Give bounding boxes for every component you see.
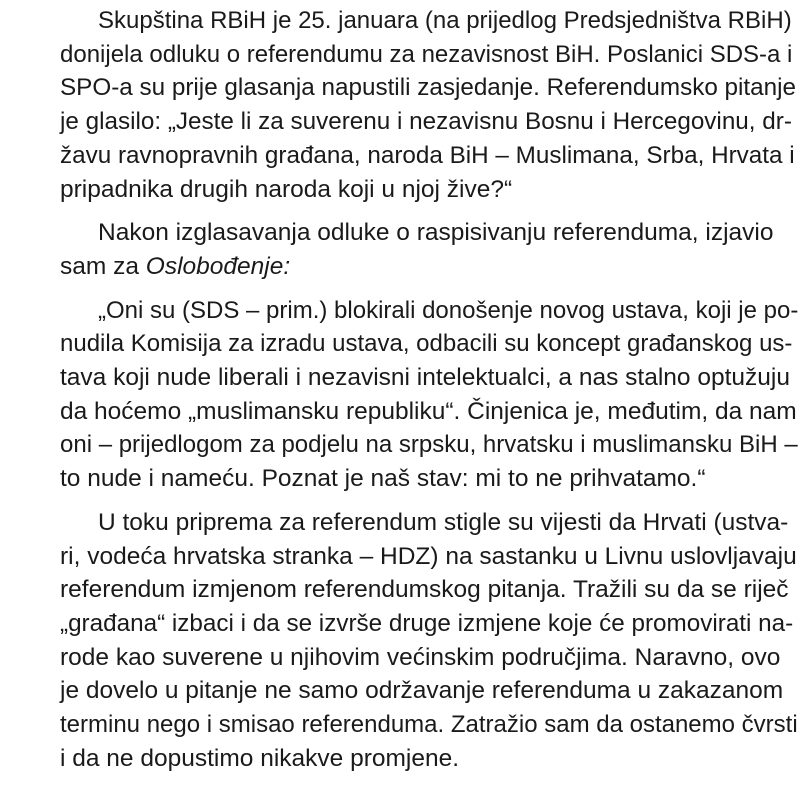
text-line: žavu ravnopravnih građana, naroda BiH – Muslimana, Srba, Hrvata i — [60, 141, 795, 169]
text-line: ri, vodeća hrvatska stranka – HDZ) na sastanku u Livnu uslovljavaju — [60, 542, 797, 570]
text-line: donijela odluku o referendumu za nezavisnost BiH. Poslanici SDS-a i — [60, 40, 793, 68]
text-line: tava koji nude liberali i nezavisni intelektualci, a nas stalno optužuju — [60, 364, 790, 392]
text-line: oni – prijedlogom za podjelu na srpsku, hrvatsku i muslimansku BiH – — [60, 431, 798, 459]
text-line: referendum izmjenom referendumskog pitanja. Tražili su da se riječ — [60, 576, 789, 604]
paragraph-quote — [22, 294, 798, 496]
text-line: terminu nego i smisao referenduma. Zatražio sam da ostanemo čvrsti — [60, 711, 798, 739]
text-line: je dovelo u pitanje ne samo održavanje referenduma u zakazanom — [60, 677, 784, 705]
text-line: rode kao suverene u njihovim većinskim područjima. Naravno, ovo — [60, 643, 781, 671]
text-line: SPO-a su prije glasanja napustili zasjedanje. Referendumsko pitanje — [60, 74, 797, 102]
text-line: „građana“ izbaci i da se izvrše druge izmjene koje će promovirati na- — [60, 609, 794, 637]
text-line: U toku priprema za referendum stigle su vijesti da Hrvati (ustva- — [98, 508, 789, 536]
text-run: sam za — [60, 252, 146, 280]
paragraph-referendum-decision — [22, 4, 798, 206]
paragraph-hdz-conditions — [22, 506, 798, 776]
text-line: da hoćemo „muslimansku republiku“. Činjenica je, međutim, da nam — [60, 397, 797, 425]
text-line — [22, 250, 798, 284]
text-line: i da ne dopustimo nikakve promjene. — [60, 744, 460, 772]
text-line: „Oni su (SDS – prim.) blokirali donošenje novog ustava, koji je po- — [98, 296, 799, 324]
text-line: to nude i nameću. Poznat je naš stav: mi to ne prihvatamo.“ — [60, 465, 706, 493]
text-line: nudila Komisija za izradu ustava, odbacili su koncept građanskog us- — [60, 330, 793, 358]
document-page — [22, 4, 798, 775]
paragraph-statement-intro — [22, 216, 798, 283]
text-line: pripadnika drugih naroda koji u njoj žive?“ — [60, 175, 513, 203]
text-line: je glasilo: „Jeste li za suverenu i nezavisnu Bosnu i Hercegovinu, dr- — [60, 108, 792, 136]
text-line: Skupština RBiH je 25. januara (na prijedlog Predsjedništva RBiH) — [98, 7, 792, 34]
newspaper-title: Oslobođenje: — [145, 252, 291, 280]
text-line: Nakon izglasavanja odluke o raspisivanju referenduma, izjavio — [98, 219, 774, 247]
